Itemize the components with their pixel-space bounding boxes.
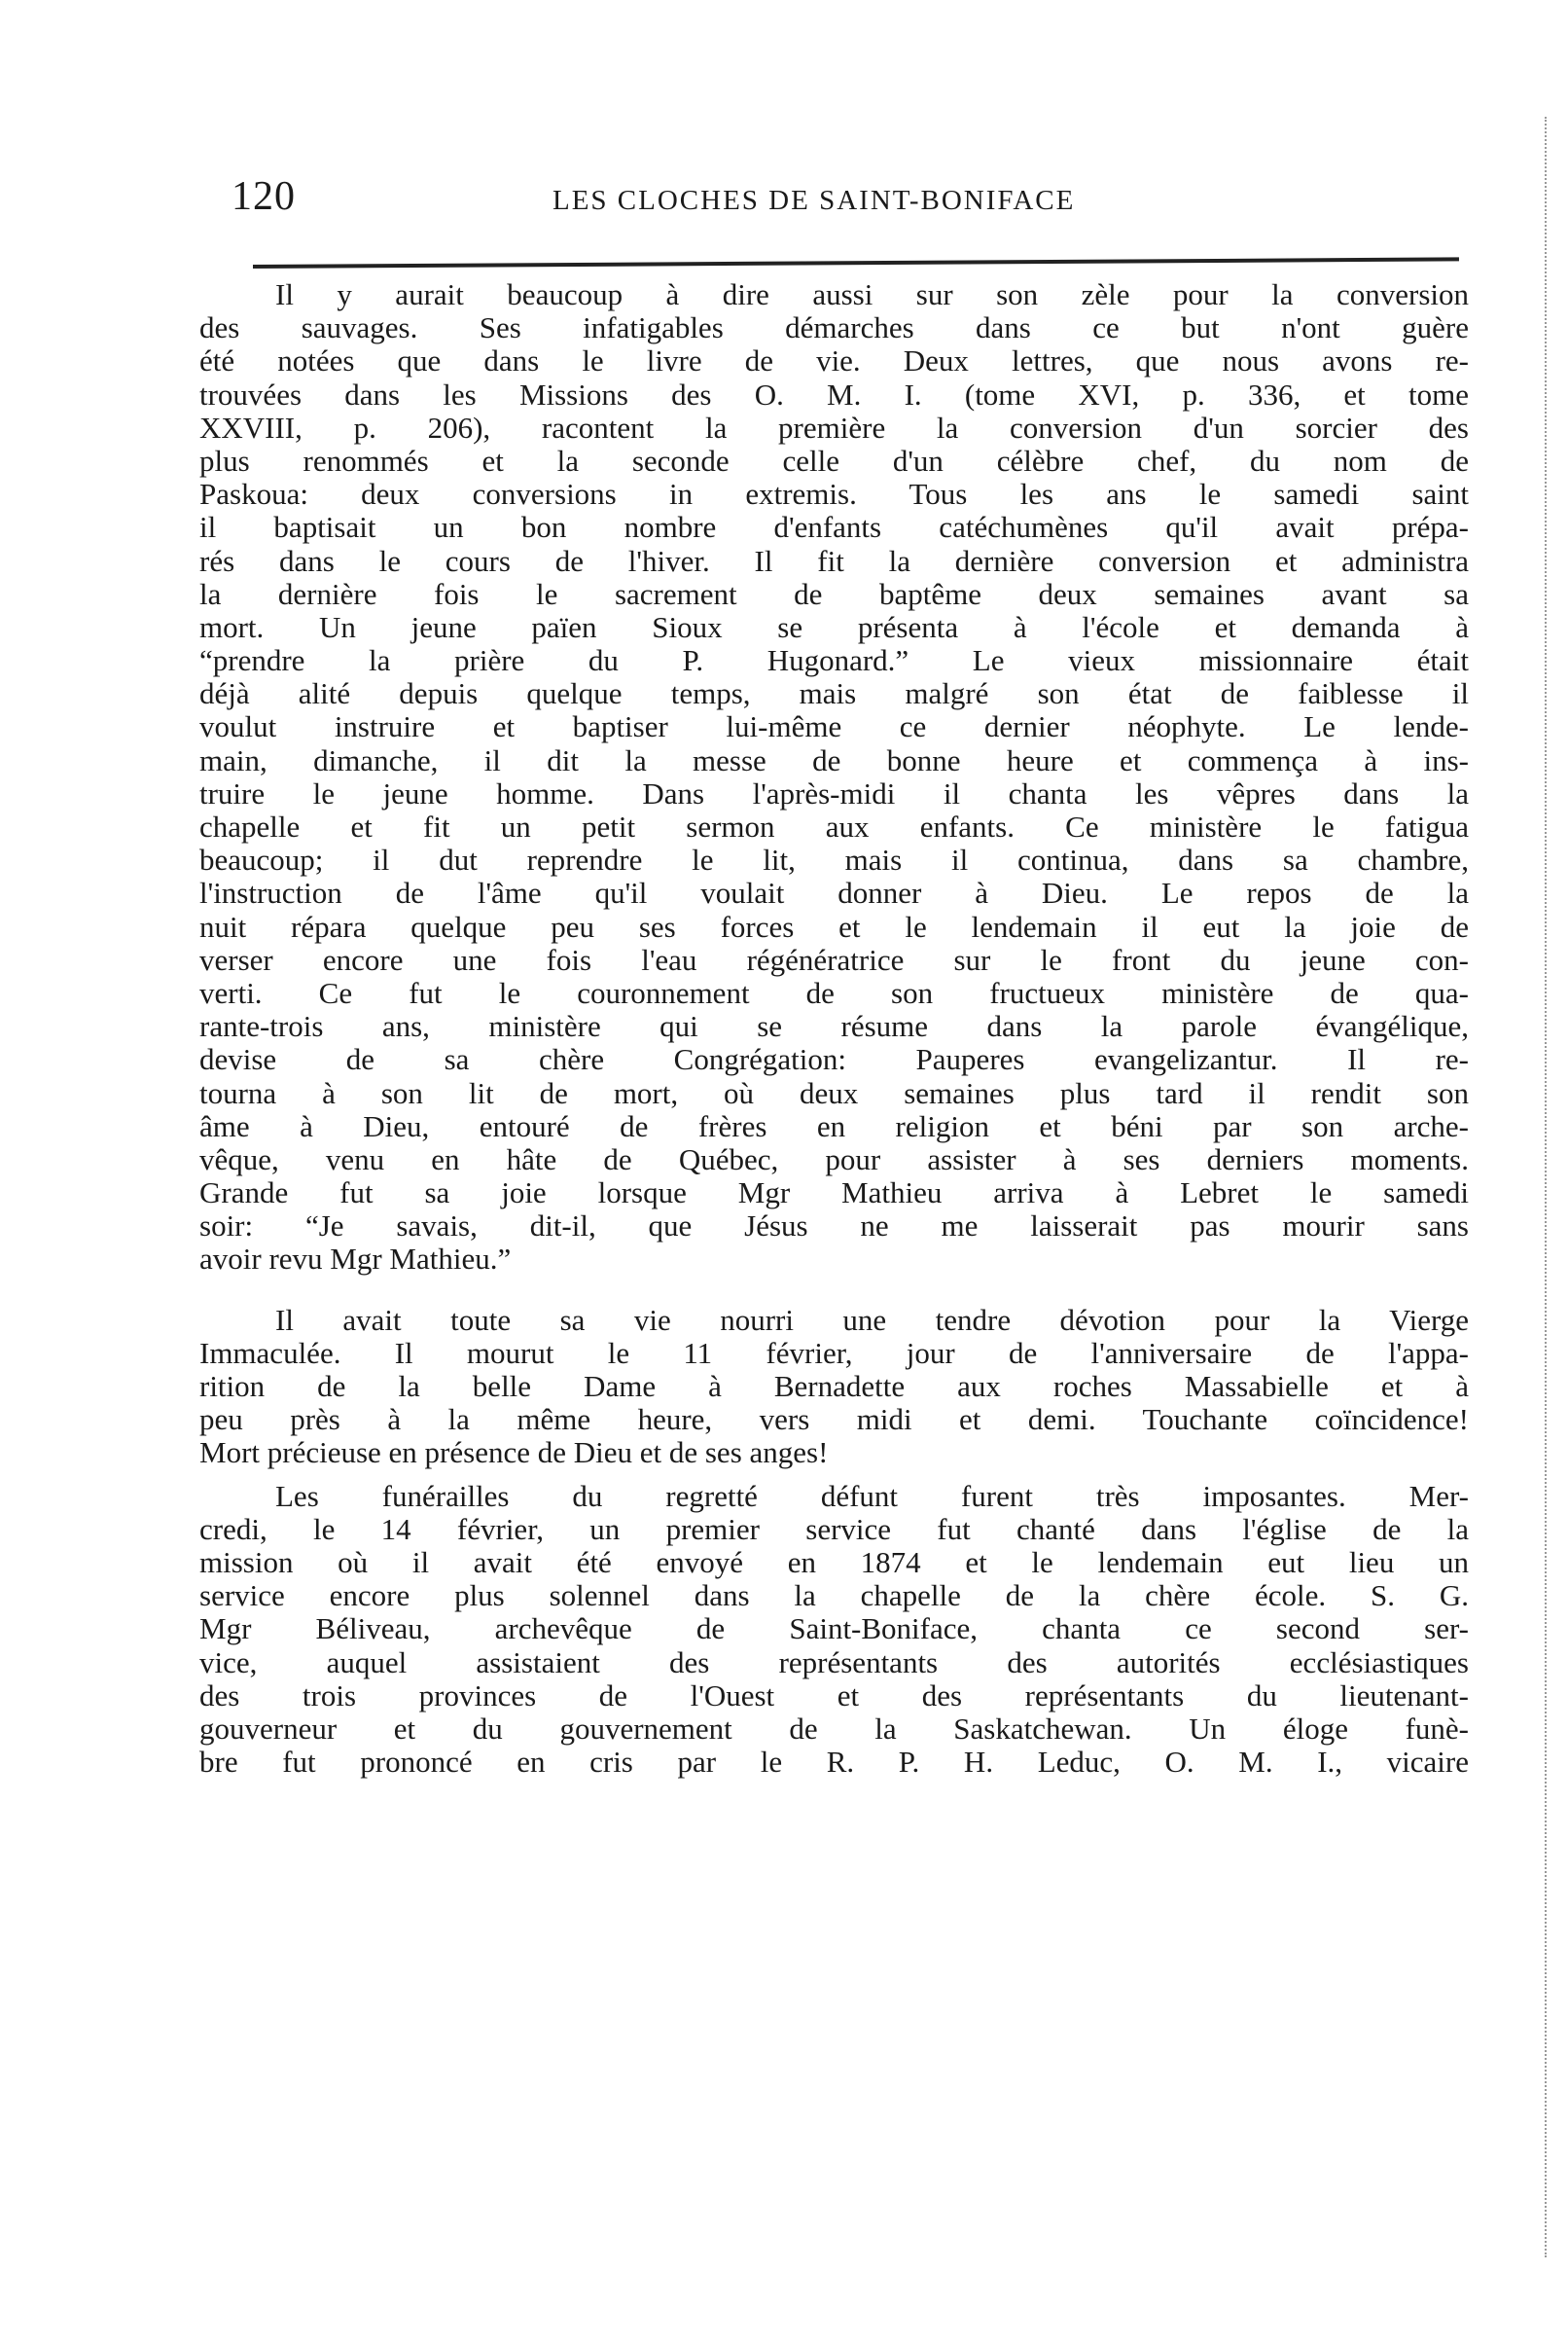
body-text <box>199 278 1469 1779</box>
text-line: vice, auquel assistaient des représentants des autorités ecclésiastiques <box>199 1644 1469 1679</box>
text-line: “prendre la prière du P. Hugonard.” Le vieux missionnaire était <box>199 643 1469 678</box>
text-line: avoir revu Mgr Mathieu.” <box>199 1242 512 1277</box>
text-line: truire le jeune homme. Dans l'après-midi il chanta les vêpres dans la <box>199 775 1469 811</box>
header-rule <box>253 257 1459 269</box>
text-line: main, dimanche, il dit la messe de bonne heure et commença à ins- <box>199 742 1469 777</box>
text-line: chapelle et fit un petit sermon aux enfants. Ce ministère le fatigua <box>199 810 1469 844</box>
text-line: il baptisait un bon nombre d'enfants catéchumènes qu'il avait prépa- <box>199 510 1469 545</box>
text-line: beaucoup; il dut reprendre le lit, mais il continua, dans sa chambre, <box>199 843 1469 878</box>
text-line: vêque, venu en hâte de Québec, pour assister à ses derniers moments. <box>199 1141 1469 1176</box>
page-edge-shadow <box>1545 117 1547 2257</box>
text-line: credi, le 14 février, un premier service fut chanté dans l'église de la <box>199 1511 1469 1546</box>
text-line: été notées que dans le livre de vie. Deux lettres, que nous avons re- <box>199 343 1469 378</box>
text-line: Mgr Béliveau, archevêque de Saint-Boniface, chanta ce second ser- <box>199 1611 1469 1646</box>
text-line: des trois provinces de l'Ouest et des représentants du lieutenant- <box>199 1677 1469 1712</box>
text-line: nuit répara quelque peu ses forces et le lendemain il eut la joie de <box>199 909 1469 944</box>
text-line: Immaculée. Il mourut le 11 février, jour de l'anniversaire de l'appa- <box>199 1335 1469 1370</box>
text-line: XXVIII, p. 206), racontent la première la conversion d'un sorcier des <box>199 410 1469 445</box>
text-line: déjà alité depuis quelque temps, mais malgré son état de faiblesse il <box>199 676 1469 711</box>
paragraph <box>199 278 1469 1277</box>
text-line: des sauvages. Ses infatigables démarches dans ce but n'ont guère <box>199 310 1469 345</box>
text-line: tourna à son lit de mort, où deux semaines plus tard il rendit son <box>199 1075 1469 1110</box>
text-line: Il avait toute sa vie nourri une tendre dévotion pour la Vierge <box>275 1302 1469 1337</box>
paragraph <box>199 1480 1469 1780</box>
text-line: plus renommés et la seconde celle d'un célèbre chef, du nom de <box>199 443 1469 478</box>
text-line: Grande fut sa joie lorsque Mgr Mathieu arriva à Lebret le samedi <box>199 1175 1469 1210</box>
text-line: la dernière fois le sacrement de baptême deux semaines avant sa <box>199 576 1469 611</box>
text-line: devise de sa chère Congrégation: Pauperes evangelizantur. Il re- <box>199 1042 1469 1077</box>
text-line: Il y aurait beaucoup à dire aussi sur son zèle pour la conversion <box>275 277 1469 311</box>
text-line: mort. Un jeune païen Sioux se présenta à l'école et demanda à <box>199 609 1469 644</box>
text-line: soir: “Je savais, dit-il, que Jésus ne me laisserait pas mourir sans <box>199 1208 1469 1244</box>
paragraph-gap <box>199 1277 1469 1304</box>
text-line: rante-trois ans, ministère qui se résume dans la parole évangélique, <box>199 1009 1469 1044</box>
page-header <box>232 173 1459 232</box>
text-line: gouverneur et du gouvernement de la Saskatchewan. Un éloge funè- <box>199 1711 1469 1746</box>
text-line: l'instruction de l'âme qu'il voulait donner à Dieu. Le repos de la <box>199 876 1469 911</box>
text-line: rition de la belle Dame à Bernadette aux roches Massabielle et à <box>199 1369 1469 1403</box>
paragraph <box>199 1304 1469 1470</box>
text-line: mission où il avait été envoyé en 1874 et le lendemain eut lieu un <box>199 1544 1469 1579</box>
running-title: LES CLOCHES DE SAINT-BONIFACE <box>552 185 1076 216</box>
text-line: rés dans le cours de l'hiver. Il fit la dernière conversion et administra <box>199 543 1469 578</box>
text-line: âme à Dieu, entouré de frères en religion et béni par son arche- <box>199 1108 1469 1143</box>
text-line: Mort précieuse en présence de Dieu et de ses anges! <box>199 1435 829 1470</box>
text-line: Les funérailles du regretté défunt furent très imposantes. Mer- <box>275 1478 1469 1513</box>
page-number: 120 <box>232 174 296 219</box>
text-line: service encore plus solennel dans la chapelle de la chère école. S. G. <box>199 1578 1469 1613</box>
text-line: peu près à la même heure, vers midi et demi. Touchante coïncidence! <box>199 1402 1469 1437</box>
text-line: bre fut prononcé en cris par le R. P. H. Leduc, O. M. I., vicaire <box>199 1745 1469 1780</box>
text-line: Paskoua: deux conversions in extremis. Tous les ans le samedi saint <box>199 477 1469 512</box>
text-line: voulut instruire et baptiser lui-même ce dernier néophyte. Le lende- <box>199 709 1469 744</box>
text-line: verti. Ce fut le couronnement de son fructueux ministère de qua- <box>199 975 1469 1010</box>
text-line: verser encore une fois l'eau régénératrice sur le front du jeune con- <box>199 942 1469 977</box>
text-line: trouvées dans les Missions des O. M. I. (tome XVI, p. 336, et tome <box>199 377 1469 412</box>
